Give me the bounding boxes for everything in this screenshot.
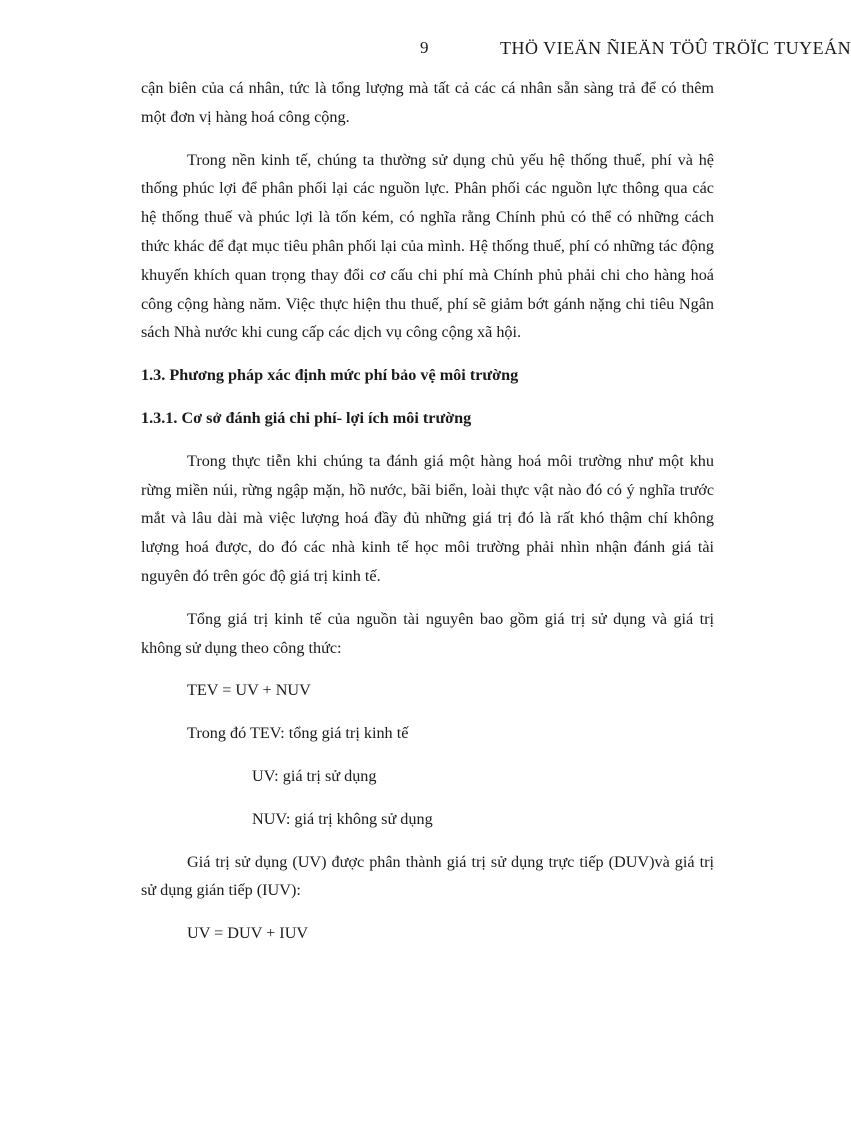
section-heading-1-3-1: 1.3.1. Cơ sở đánh giá chi phí- lợi ích môi trường xyxy=(141,408,472,427)
header-title: THÖ VIEÄN ÑIEÄN TÖÛ TRÖÏC TUYEÁN xyxy=(500,38,851,58)
document-body xyxy=(141,74,714,948)
formula-uv: UV = DUV + IUV xyxy=(187,924,309,943)
paragraph-use-value: Giá trị sử dụng (UV) được phân thành giá trị sử dụng trực tiếp (DUV)và giá trị sử dụng gián tiếp (IUV): xyxy=(141,852,714,900)
paragraph-tax-welfare: Trong nền kinh tế, chúng ta thường sử dụng chủ yếu hệ thống thuế, phí và hệ thống phúc lợi để phân phối lại các nguồn lực. Phân phối các nguồn lực thông qua các hệ thống thuế và phúc lợi là tốn kém, có nghĩa rằng Chính phủ có thể có những cách thức khác để đạt mục tiêu phân phối lại của mình. Hệ thống thuế, phí có những tác động khuyến khích quan trọng thay đổi cơ cấu chi phí mà Chính phủ phải chi cho hàng hoá công cộng hàng năm. Việc thực hiện thu thuế, phí sẽ giảm bớt gánh nặng chi tiêu Ngân sách Nhà nước khi cung cấp các dịch vụ công cộng xã hội. xyxy=(141,150,714,342)
paragraph-environmental-valuation: Trong thực tiễn khi chúng ta đánh giá một hàng hoá môi trường như một khu rừng miền núi, rừng ngập mặn, hồ nước, bãi biển, loài thực vật nào đó có ý nghĩa trước mắt và lâu dài mà việc lượng hoá đầy đủ những giá trị đó là rất khó thậm chí không lượng hoá được, do đó các nhà kinh tế học môi trường phải nhìn nhận đánh giá tài nguyên đó trên góc độ giá trị kinh tế. xyxy=(141,451,714,585)
definition-nuv: NUV: giá trị không sử dụng xyxy=(252,809,433,828)
page-number: 9 xyxy=(420,38,429,57)
paragraph-continuation: cận biên của cá nhân, tức là tổng lượng mà tất cả các cá nhân sẵn sàng trả để có thêm một đơn vị hàng hoá công cộng. xyxy=(141,79,714,126)
formula-where: Trong đó TEV: tổng giá trị kinh tế xyxy=(187,724,409,743)
section-heading-1-3: 1.3. Phương pháp xác định mức phí bảo vệ môi trường xyxy=(141,366,519,385)
paragraph-total-economic-value: Tổng giá trị kinh tế của nguồn tài nguyên bao gồm giá trị sử dụng và giá trị không sử dụng theo công thức: xyxy=(141,609,714,657)
definition-uv: UV: giá trị sử dụng xyxy=(252,766,377,785)
page-header xyxy=(0,38,851,64)
formula-tev: TEV = UV + NUV xyxy=(187,681,311,700)
